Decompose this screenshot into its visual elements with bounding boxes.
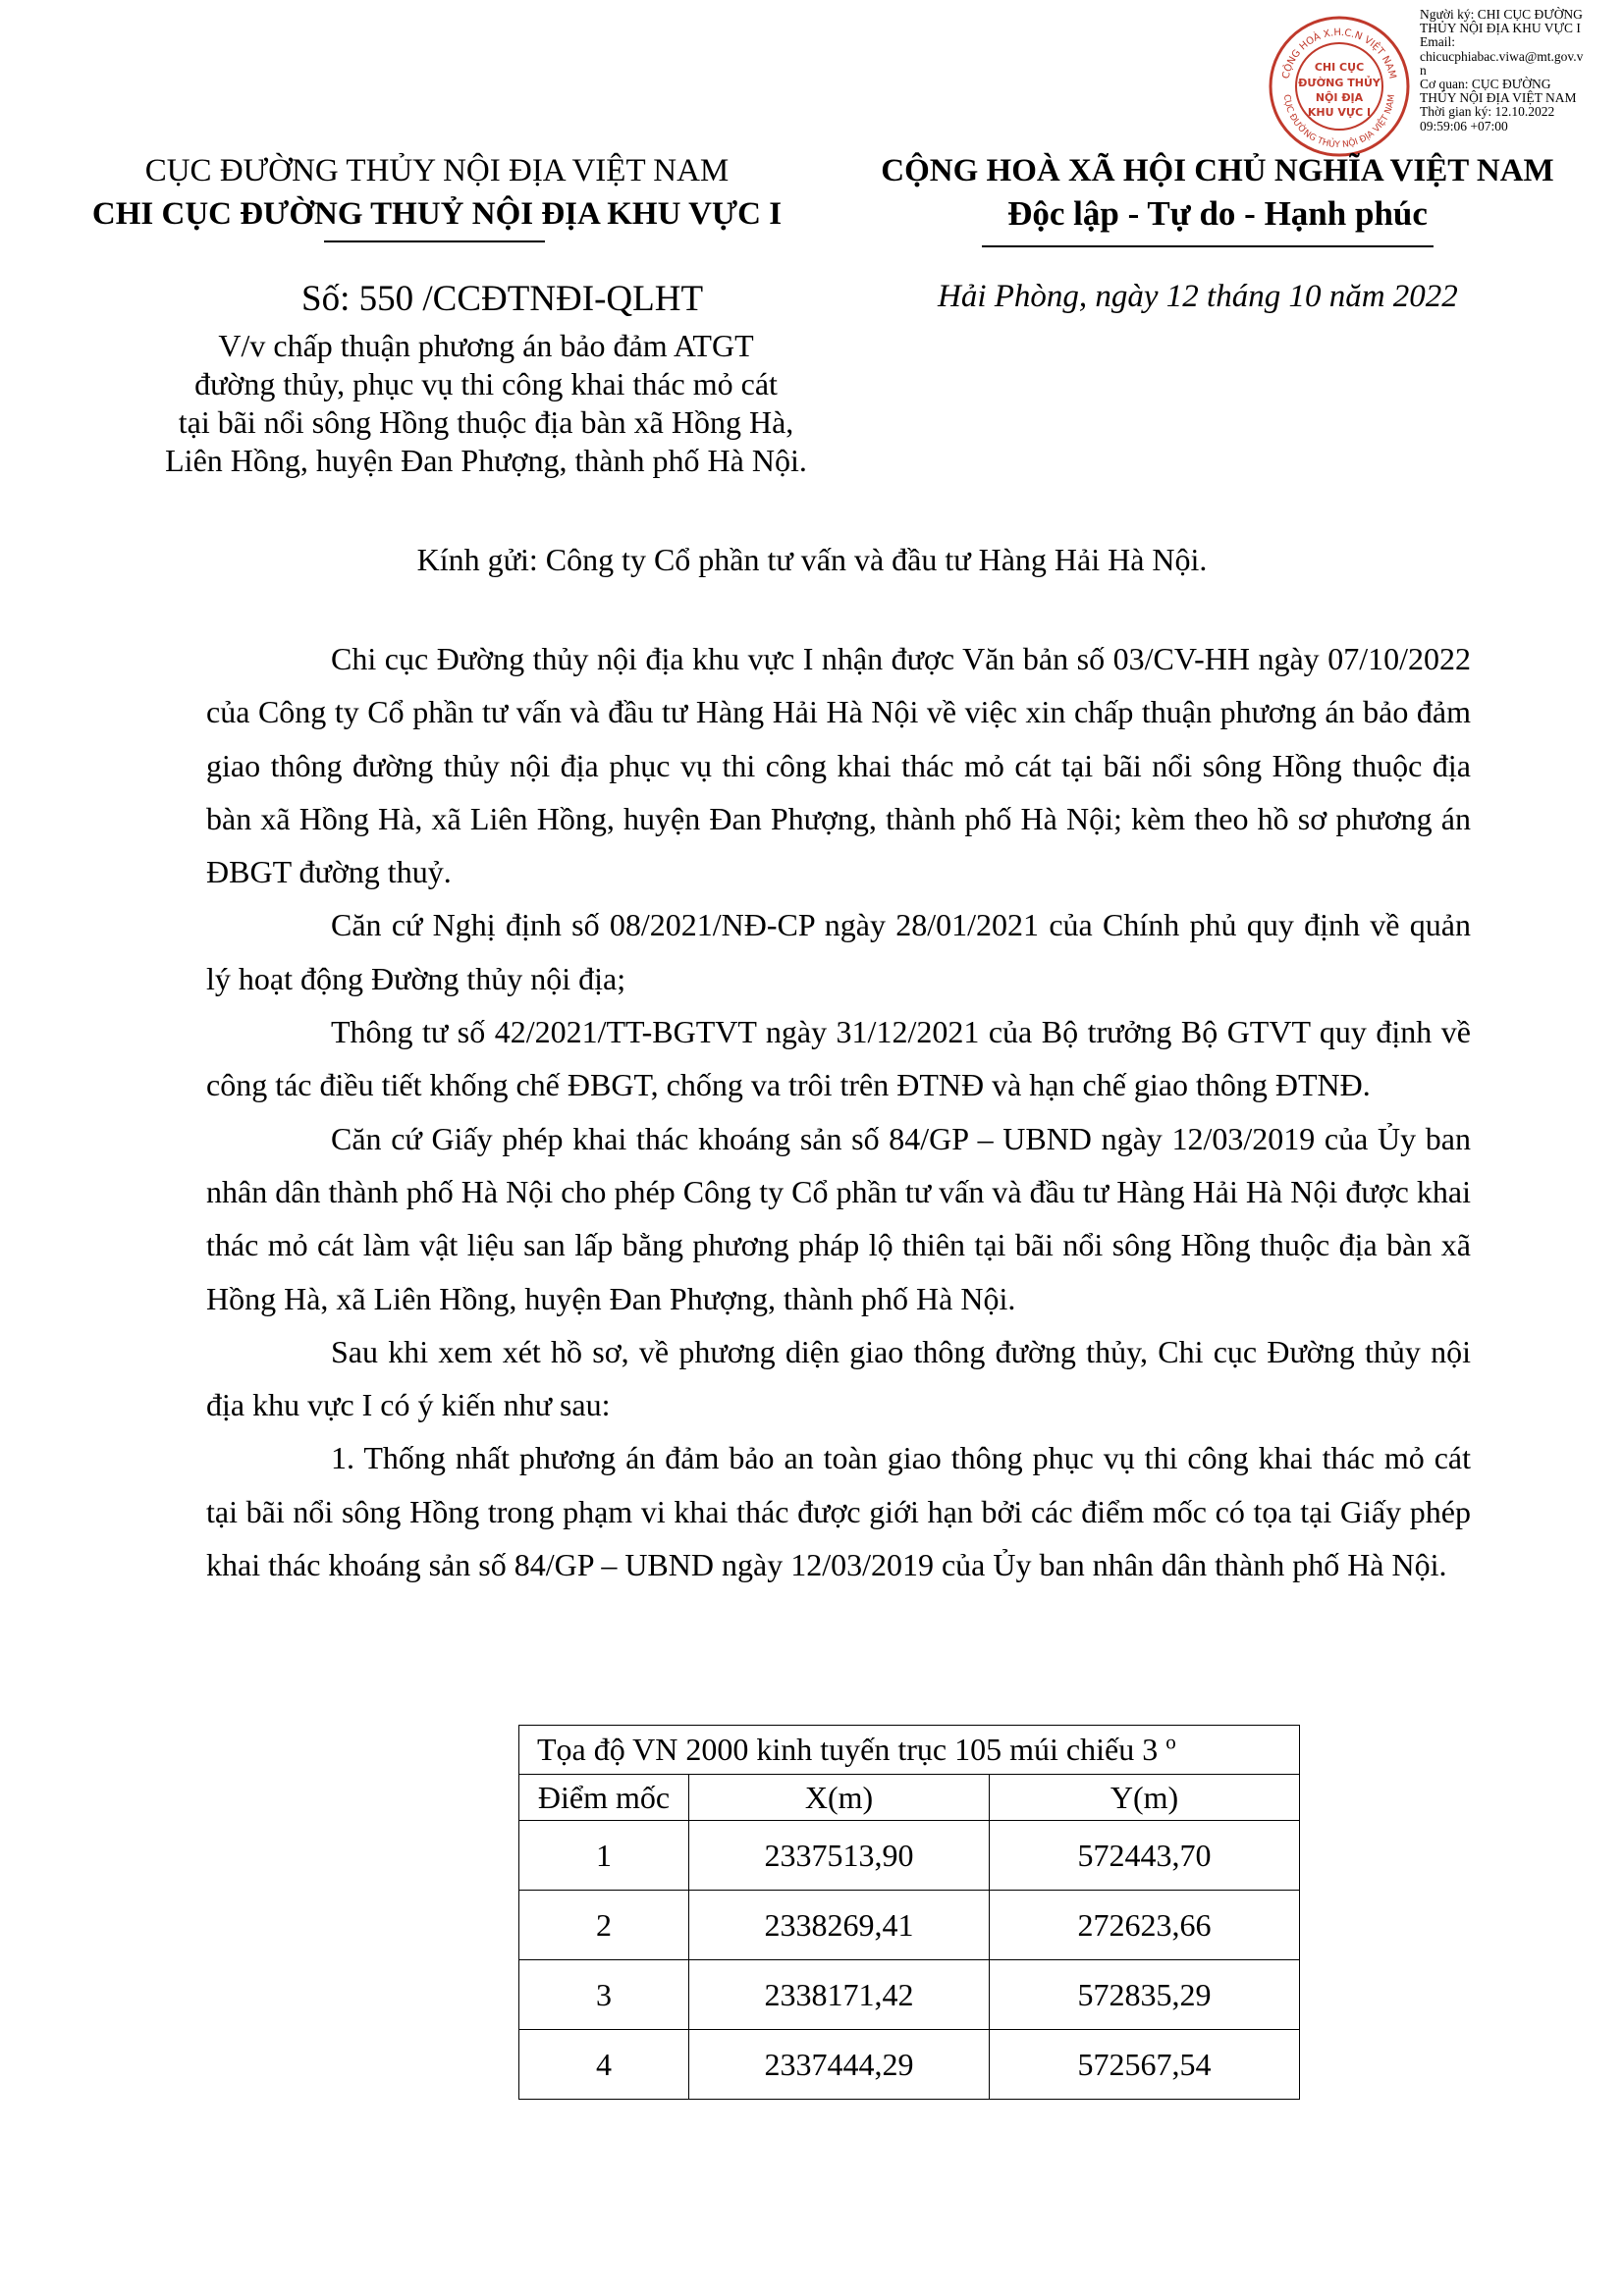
stamp-line-4: KHU VỰC I: [1307, 106, 1372, 119]
table-cell: 572835,29: [990, 1960, 1300, 2030]
body-paragraph: Sau khi xem xét hồ sơ, về phương diện giao thông đường thủy, Chi cục Đường thủy nội địa khu vực I có ý kiến như sau:: [206, 1333, 1471, 1423]
subject-line: đường thủy, phục vụ thi công khai thác mỏ cát: [194, 366, 778, 401]
table-cell: 3: [519, 1960, 689, 2030]
document-subject: [108, 327, 864, 480]
stamp-line-1: CHI CỤC: [1314, 61, 1365, 74]
column-header: Y(m): [990, 1775, 1300, 1821]
table-row: [519, 1960, 1300, 2030]
document-place-date: Hải Phòng, ngày 12 tháng 10 năm 2022: [938, 279, 1458, 314]
table-row: [519, 1821, 1300, 1891]
table-cell: 2338269,41: [689, 1891, 990, 1960]
subject-line: V/v chấp thuận phương án bảo đảm ATGT: [218, 328, 754, 363]
official-stamp: [1267, 14, 1412, 159]
table-cell: 572567,54: [990, 2030, 1300, 2100]
table-caption-sup: o: [1165, 1730, 1176, 1754]
agency-name: CHI CỤC ĐƯỜNG THUỶ NỘI ĐỊA KHU VỰC I: [91, 196, 783, 232]
table-row: [519, 2030, 1300, 2100]
table-cell: 272623,66: [990, 1891, 1300, 1960]
signature-line: THỦY NỘI ĐỊA VIỆT NAM: [1420, 90, 1577, 106]
table-cell: 2338171,42: [689, 1960, 990, 2030]
body-paragraph: 1. Thống nhất phương án đảm bảo an toàn giao thông phục vụ thi công khai thác mỏ cát tại bãi nổi sông Hồng trong phạm vi khai thác được giới hạn bởi các điểm mốc có tọa tại Giấy phép khai thác khoáng sản số 84/GP – UBND ngày 12/03/2019 của Ủy ban nhân dân thành phố Hà Nội.: [206, 1440, 1471, 1583]
document-body: [206, 632, 1471, 1591]
table-cell: 4: [519, 2030, 689, 2100]
subject-line: tại bãi nổi sông Hồng thuộc địa bàn xã Hồng Hà,: [178, 404, 794, 440]
table-cell: 2337444,29: [689, 2030, 990, 2100]
signature-line: Cơ quan: CỤC ĐƯỜNG: [1420, 77, 1551, 92]
document-number: Số: 550 /CCĐTNĐI-QLHT: [301, 279, 704, 319]
signature-line: Email:: [1420, 34, 1455, 50]
digital-signature-block: [1420, 8, 1621, 133]
signature-line: chicucphiabac.viwa@mt.gov.v: [1420, 48, 1584, 64]
agency-header: [59, 149, 815, 236]
agency-parent-name: CỤC ĐƯỜNG THỦY NỘI ĐỊA VIỆT NAM: [144, 153, 730, 188]
table-cell: 2: [519, 1891, 689, 1960]
table-cell: 572443,70: [990, 1821, 1300, 1891]
stamp-ring-text: CỘNG HOÀ X.H.C.N VIỆT NAM: [1280, 27, 1398, 80]
stamp-line-3: NỘI ĐỊA: [1315, 91, 1364, 104]
table-cell: 2337513,90: [689, 1821, 990, 1891]
table-cell: 1: [519, 1821, 689, 1891]
signature-line: 09:59:06 +07:00: [1420, 118, 1508, 133]
nation-header: [844, 149, 1591, 236]
recipient-line: Kính gửi: Công ty Cổ phần tư vấn và đầu tư Hàng Hải Hà Nội.: [416, 542, 1208, 577]
body-paragraph: Căn cứ Giấy phép khai thác khoáng sản số 84/GP – UBND ngày 12/03/2019 của Ủy ban nhân dân thành phố Hà Nội cho phép Công ty Cổ phần tư vấn và đầu tư Hàng Hải Hà Nội được khai thác mỏ cát làm vật liệu san lấp bằng phương pháp lộ thiên tại bãi nổi sông Hồng thuộc địa bàn xã Hồng Hà, xã Liên Hồng, huyện Đan Phượng, thành phố Hà Nội.: [206, 1120, 1471, 1316]
signature-line: Người ký: CHI CỤC ĐƯỜNG: [1420, 7, 1583, 22]
table-caption-text: Tọa độ VN 2000 kinh tuyến trục 105 múi chiếu 3: [537, 1732, 1159, 1767]
stamp-bottom-ring: CỤC ĐƯỜNG THỦY NỘI ĐỊA VIỆT NAM: [1280, 93, 1398, 151]
nation-motto: Độc lập - Tự do - Hạnh phúc: [1007, 194, 1428, 233]
agency-underline: [324, 240, 545, 242]
signature-line: Thời gian ký: 12.10.2022: [1420, 104, 1555, 120]
subject-line: Liên Hồng, huyện Đan Phượng, thành phố Hà Nội.: [165, 443, 807, 478]
body-paragraph: Chi cục Đường thủy nội địa khu vực I nhận được Văn bản số 03/CV-HH ngày 07/10/2022 của Công ty Cổ phần tư vấn và đầu tư Hàng Hải Hà Nội về việc xin chấp thuận phương án bảo đảm giao thông đường thủy nội địa phục vụ thi công khai thác mỏ cát tại bãi nổi sông Hồng thuộc địa bàn xã Hồng Hà, xã Liên Hồng, huyện Đan Phượng, thành phố Hà Nội; kèm theo hồ sơ phương án ĐBGT đường thuỷ.: [206, 641, 1471, 890]
signature-line: n: [1420, 62, 1427, 78]
table-caption: [519, 1726, 1300, 1775]
body-paragraph: Thông tư số 42/2021/TT-BGTVT ngày 31/12/2021 của Bộ trưởng Bộ GTVT quy định về công tác điều tiết khống chế ĐBGT, chống va trôi trên ĐTNĐ và hạn chế giao thông ĐTNĐ.: [206, 1014, 1471, 1103]
signature-line: THỦY NỘI ĐỊA KHU VỰC I: [1420, 21, 1581, 36]
column-header: X(m): [689, 1775, 990, 1821]
stamp-line-2: ĐƯỜNG THỦY: [1298, 77, 1380, 89]
coordinate-table: [518, 1725, 1300, 2100]
nation-name: CỘNG HOÀ XÃ HỘI CHỦ NGHĨA VIỆT NAM: [881, 153, 1554, 188]
body-paragraph: Căn cứ Nghị định số 08/2021/NĐ-CP ngày 28/01/2021 của Chính phủ quy định về quản lý hoạt động Đường thủy nội địa;: [206, 907, 1471, 996]
table-row: [519, 1891, 1300, 1960]
motto-underline: [982, 245, 1434, 247]
column-header: Điểm mốc: [519, 1775, 689, 1821]
